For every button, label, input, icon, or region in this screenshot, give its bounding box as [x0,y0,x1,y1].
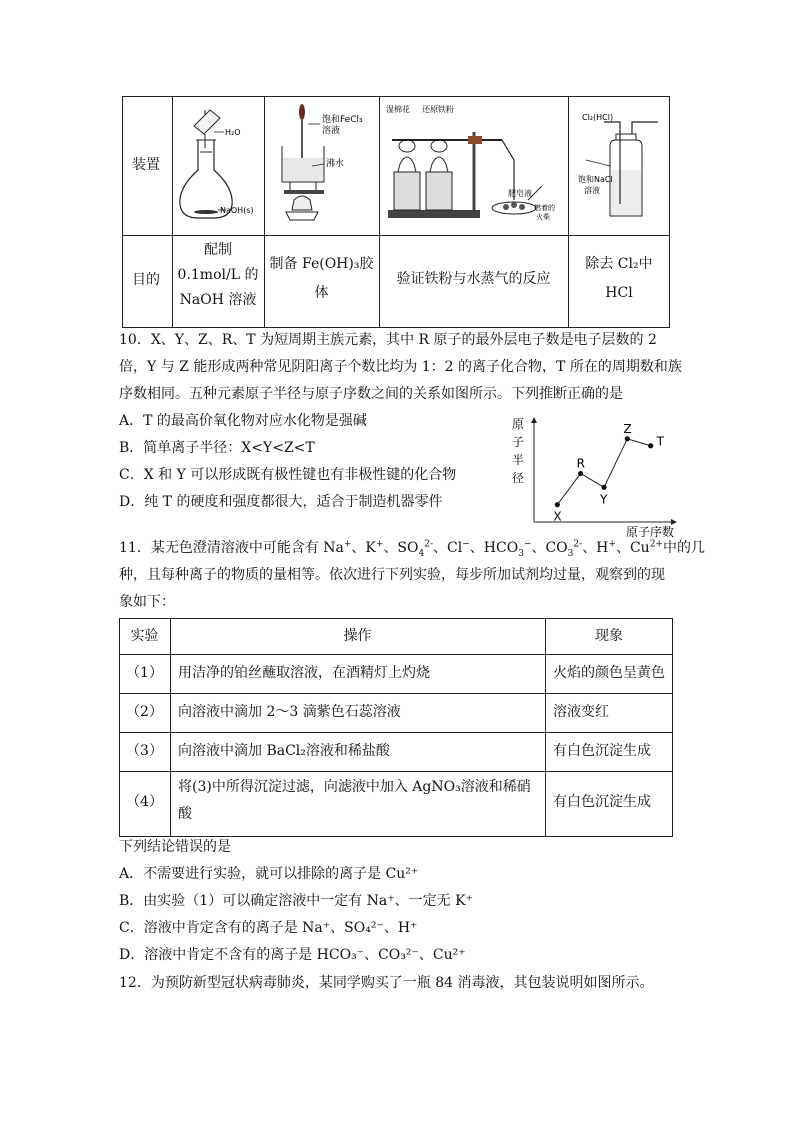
row-1-obs: 火焰的颜色呈黄色 [553,665,665,681]
q10-option-d: D．纯 T 的硬度和强度都很大，适合于制造机器零件 [119,494,443,510]
purpose-3: 验证铁粉与水蒸气的反应 [396,271,551,287]
row-4-op: 将(3)中所得沉淀过滤，向滤液中加入 AgNO₃溶液和稀硝 [178,779,531,795]
ylabel-char-3: 半 [512,453,525,467]
row-3-obs: 有白色沉淀生成 [553,743,651,759]
q10-stem-line-1: 10．X、Y、Z、R、T 为短周期主族元素，其中 R 原子的最外层电子数是电子层数的 2 [119,332,657,348]
point-label-t: T [656,434,665,449]
iron-powder-label: 还原铁粉 [422,105,454,114]
header-experiment: 实验 [130,628,159,644]
point-y [601,485,606,490]
q11-stem-line-3: 象如下： [119,594,175,610]
row-4-no: （4） [126,794,163,810]
nacl-label-1: 饱和NaCl [578,175,613,184]
wet-cotton-label: 湿棉花 [386,105,410,114]
q10-option-a: A．T 的最高价氧化物对应水化物是强碱 [119,413,367,429]
gas-wash-bottle-apparatus [572,100,668,232]
xlabel: 原子序数 [626,525,675,538]
row-label-purpose: 目的 [132,272,160,288]
q10-option-c: C．X 和 Y 可以形成既有极性键也有非极性键的化合物 [119,467,457,483]
fecl3-label-1: 饱和FeCl₃ [322,115,363,125]
row-2-no: （2） [126,704,163,720]
row-4-op-cont: 酸 [178,806,192,822]
point-r [578,471,583,476]
q11-after: 下列结论错误的是 [119,839,231,855]
q10-radius-chart [508,414,686,538]
q11-stem-line-2: 种，且每种离子的物质的量相等。依次进行下列实验，每步所加试剂均过量，观察到的现 [119,567,665,583]
row-1-op: 用洁净的铂丝蘸取溶液，在酒精灯上灼烧 [178,665,430,681]
point-label-r: R [576,456,586,471]
header-phenomenon: 现象 [595,628,623,644]
q10-option-b: B．简单离子半径：X<Y<Z<T [119,440,315,456]
purpose-2: 制备 Fe(OH)₃胶 体 [269,256,374,301]
fecl3-label-2: 溶液 [322,126,341,136]
point-x [555,502,560,507]
row-2-obs: 溶液变红 [553,704,609,720]
row-2-op: 向溶液中滴加 2～3 滴紫色石蕊溶液 [178,704,401,720]
purpose-1: 配制 0.1mol/L 的 NaOH 溶液 [177,242,259,308]
match-label-2: 火柴 [536,213,550,221]
gas-label: Cl₂(HCl) [582,113,614,122]
naoh-label: NaOH(s) [220,206,254,215]
q11-stem-line-1: 11．某无色澄清溶液中可能含有 Na+、K+、$SO_4^{2-}$、Cl−、$HCO_3^-$、$CO_3^{2-}$、H+、$Cu^{2+}$中的几 [119,539,705,559]
q10-stem-line-2: 倍，Y 与 Z 能形成两种常见阴阳离子个数比均为 1：2 的离子化合物，T 所在的周期数和族 [119,359,682,375]
row-3-op: 向溶液中滴加 BaCl₂溶液和稀盐酸 [178,743,390,759]
q11-option-a: A．不需要进行实验，就可以排除的离子是 Cu²⁺ [119,866,419,882]
purpose-4: 除去 Cl₂中 HCl [585,256,653,301]
volumetric-flask-apparatus [174,100,262,232]
point-t [648,443,653,448]
q11-option-c: C．溶液中肯定含有的离子是 Na⁺、SO₄²⁻、H⁺ [119,920,418,936]
point-z [625,436,630,441]
ylabel-char-2: 子 [512,435,525,449]
row-4-obs: 有白色沉淀生成 [553,794,651,810]
q10-stem-line-3: 序数相同。五种元素原子半径与原子序数之间的关系如图所示。下列推断正确的是 [119,386,623,402]
colloid-apparatus [268,100,376,232]
nacl-label-2: 溶液 [584,186,600,195]
soap-label: 肥皂液 [508,189,532,198]
ylabel-char-1: 原 [512,417,525,431]
boiling-water-label: 沸水 [326,159,345,169]
h2o-label: H₂O [225,128,241,137]
point-label-y: Y [600,492,608,507]
point-label-z: Z [623,421,632,436]
q11-option-d: D．溶液中肯定不含有的离子是 HCO₃⁻、CO₃²⁻、Cu²⁺ [119,947,466,963]
point-label-x: X [553,509,562,524]
q12-stem: 12．为预防新型冠状病毒肺炎，某同学购买了一瓶 84 消毒液，其包装说明如图所示。 [119,975,654,991]
q11-option-b: B．由实验（1）可以确定溶液中一定有 Na⁺、一定无 K⁺ [119,893,473,909]
row-label-apparatus: 装置 [132,157,160,173]
row-3-no: （3） [126,743,163,759]
iron-steam-apparatus [382,100,566,232]
ylabel-char-4: 径 [512,471,525,485]
row-1-no: （1） [126,665,163,681]
header-operation: 操作 [343,628,372,644]
match-label-1: 燃着的 [534,204,555,212]
